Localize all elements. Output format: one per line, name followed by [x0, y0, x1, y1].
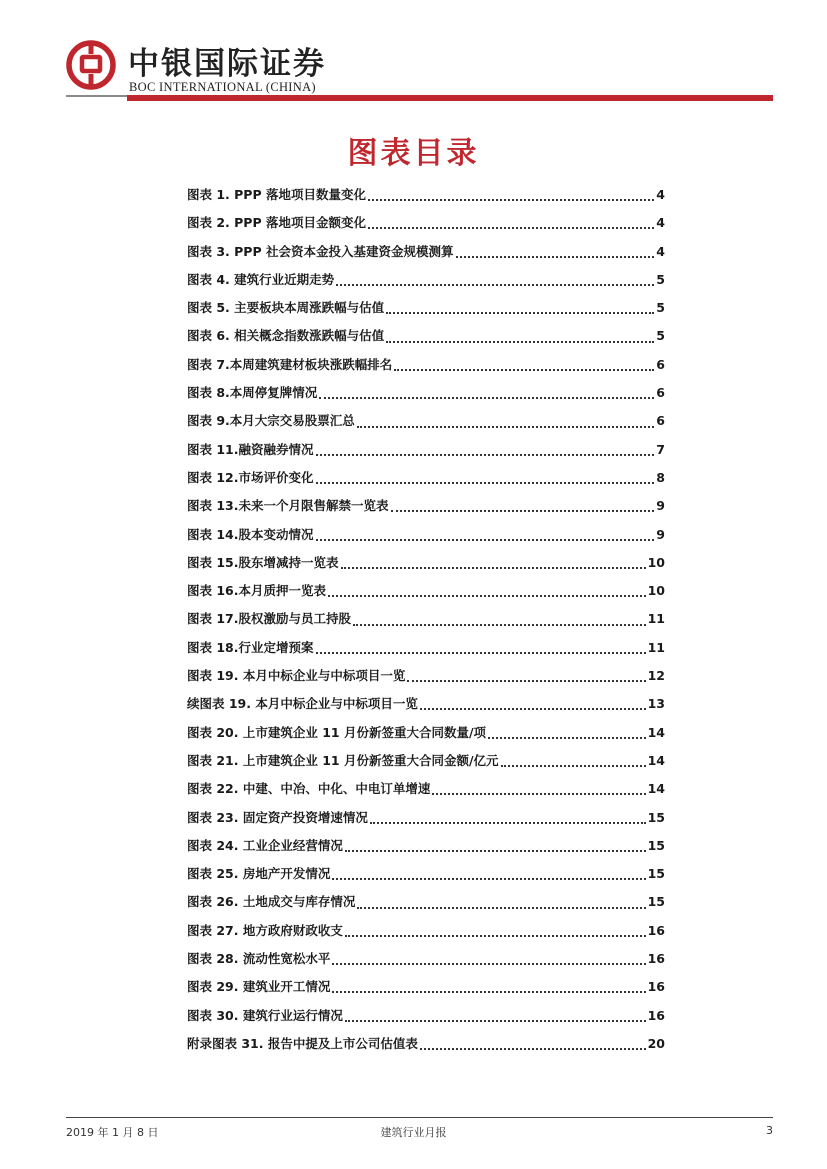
- toc-entry-label: 图表 6. 相关概念指数涨跌幅与估值: [187, 328, 385, 344]
- toc-entry-label: 图表 16.本月质押一览表: [187, 583, 326, 599]
- toc-entry-page: 15: [647, 809, 665, 825]
- toc-leader-dots: [368, 217, 654, 229]
- toc-leader-dots: [386, 331, 654, 343]
- toc-entry-label: 图表 26. 土地成交与库存情况: [187, 894, 356, 910]
- toc-leader-dots: [316, 642, 646, 654]
- toc-entry-label: 图表 5. 主要板块本周涨跌幅与估值: [187, 300, 385, 316]
- toc-entry-label: 图表 15.股东增减持一览表: [187, 554, 339, 570]
- toc-entry[interactable]: [187, 379, 665, 407]
- footer-rule: [66, 1117, 773, 1118]
- footer-date: 2019 年 1 月 8 日: [66, 1126, 159, 1139]
- footer-report-name: 建筑行业月报: [380, 1126, 447, 1139]
- toc-leader-dots: [368, 189, 654, 201]
- table-of-contents: [187, 181, 665, 1058]
- toc-leader-dots: [345, 925, 646, 937]
- toc-entry-page: 14: [647, 752, 665, 768]
- toc-leader-dots: [488, 727, 646, 739]
- toc-entry-page: 15: [647, 894, 665, 910]
- toc-leader-dots: [332, 953, 645, 965]
- toc-entry-label: 图表 25. 房地产开发情况: [187, 866, 331, 882]
- toc-entry[interactable]: [187, 804, 665, 832]
- toc-entry[interactable]: [187, 775, 665, 803]
- brand-name-cn: 中银国际证券: [128, 46, 326, 82]
- toc-entry-label: 图表 9.本月大宗交易股票汇总: [187, 413, 355, 429]
- toc-entry[interactable]: [187, 719, 665, 747]
- toc-leader-dots: [386, 302, 654, 314]
- toc-leader-dots: [332, 981, 645, 993]
- toc-entry-page: 7: [656, 441, 665, 457]
- toc-entry-page: 10: [647, 554, 665, 570]
- toc-leader-dots: [420, 698, 646, 710]
- toc-entry-page: 20: [647, 1035, 665, 1051]
- toc-entry-page: 6: [656, 385, 665, 401]
- toc-entry[interactable]: [187, 407, 665, 435]
- toc-entry-label: 图表 17.股权激励与员工持股: [187, 611, 351, 627]
- toc-leader-dots: [357, 416, 654, 428]
- toc-leader-dots: [341, 557, 646, 569]
- toc-entry[interactable]: [187, 238, 665, 266]
- toc-entry[interactable]: [187, 294, 665, 322]
- toc-entry-page: 16: [647, 951, 665, 967]
- toc-entry[interactable]: [187, 181, 665, 209]
- toc-entry-label: 图表 21. 上市建筑企业 11 月份新签重大合同金额/亿元: [187, 752, 499, 768]
- toc-entry-page: 5: [656, 328, 665, 344]
- toc-entry-page: 9: [656, 526, 665, 542]
- toc-entry-label: 图表 4. 建筑行业近期走势: [187, 271, 335, 287]
- page-header: [0, 0, 827, 104]
- toc-entry-page: 16: [647, 979, 665, 995]
- toc-leader-dots: [501, 755, 646, 767]
- toc-entry-page: 11: [647, 639, 665, 655]
- toc-entry[interactable]: [187, 917, 665, 945]
- toc-entry-page: 14: [647, 724, 665, 740]
- toc-leader-dots: [328, 585, 646, 597]
- toc-entry-label: 图表 29. 建筑业开工情况: [187, 979, 331, 995]
- toc-entry[interactable]: [187, 492, 665, 520]
- toc-entry[interactable]: [187, 577, 665, 605]
- toc-entry-label: 图表 23. 固定资产投资增速情况: [187, 809, 368, 825]
- toc-entry[interactable]: [187, 209, 665, 237]
- toc-entry[interactable]: [187, 322, 665, 350]
- toc-entry-label: 图表 30. 建筑行业运行情况: [187, 1007, 343, 1023]
- toc-entry-page: 6: [656, 413, 665, 429]
- toc-leader-dots: [316, 472, 655, 484]
- toc-entry-page: 15: [647, 866, 665, 882]
- toc-entry[interactable]: [187, 1002, 665, 1030]
- toc-entry-label: 附录图表 31. 报告中提及上市公司估值表: [187, 1035, 418, 1051]
- toc-leader-dots: [420, 1038, 646, 1050]
- toc-entry-page: 16: [647, 922, 665, 938]
- toc-entry-label: 图表 19. 本月中标企业与中标项目一览: [187, 668, 406, 684]
- toc-entry-label: 图表 1. PPP 落地项目数量变化: [187, 187, 366, 202]
- header-rule-red: [127, 95, 773, 101]
- toc-entry-page: 4: [656, 215, 665, 231]
- toc-entry-label: 图表 22. 中建、中冶、中化、中电订单增速: [187, 781, 431, 797]
- toc-entry-label: 图表 28. 流动性宽松水平: [187, 951, 331, 967]
- toc-entry-label: 图表 18.行业定增预案: [187, 639, 314, 655]
- toc-entry[interactable]: [187, 832, 665, 860]
- toc-entry-page: 14: [647, 781, 665, 797]
- toc-entry-label: 图表 3. PPP 社会资本金投入基建资金规模测算: [187, 243, 454, 259]
- toc-entry-page: 9: [656, 498, 665, 514]
- toc-leader-dots: [394, 359, 654, 371]
- toc-entry[interactable]: [187, 266, 665, 294]
- toc-entry-label: 图表 7.本周建筑建材板块涨跌幅排名: [187, 356, 393, 372]
- toc-entry-page: 4: [656, 243, 665, 259]
- toc-entry-page: 5: [656, 300, 665, 316]
- toc-entry-page: 11: [647, 611, 665, 627]
- toc-entry[interactable]: [187, 690, 665, 718]
- toc-entry-label: 图表 27. 地方政府财政收支: [187, 922, 343, 938]
- toc-entry[interactable]: [187, 464, 665, 492]
- toc-leader-dots: [407, 670, 645, 682]
- footer-page-number: 3: [766, 1124, 773, 1137]
- toc-entry-page: 8: [656, 469, 665, 485]
- toc-entry-label: 图表 13.未来一个月限售解禁一览表: [187, 498, 389, 514]
- brand-name-en: BOC INTERNATIONAL (CHINA): [129, 80, 316, 94]
- toc-entry-label: 续图表 19. 本月中标企业与中标项目一览: [187, 696, 418, 712]
- toc-entry-label: 图表 11.融资融券情况: [187, 441, 314, 457]
- toc-leader-dots: [345, 840, 646, 852]
- toc-entry[interactable]: [187, 945, 665, 973]
- toc-entry-page: 10: [647, 583, 665, 599]
- toc-entry-page: 12: [647, 668, 665, 684]
- toc-leader-dots: [353, 614, 646, 626]
- toc-leader-dots: [370, 812, 646, 824]
- toc-entry-label: 图表 20. 上市建筑企业 11 月份新签重大合同数量/项: [187, 724, 487, 740]
- toc-leader-dots: [332, 868, 645, 880]
- toc-leader-dots: [319, 387, 654, 399]
- toc-entry[interactable]: [187, 888, 665, 916]
- toc-entry[interactable]: [187, 351, 665, 379]
- toc-entry[interactable]: [187, 973, 665, 1001]
- toc-entry[interactable]: [187, 634, 665, 662]
- toc-entry-page: 16: [647, 1007, 665, 1023]
- toc-entry[interactable]: [187, 747, 665, 775]
- toc-entry-page: 5: [656, 271, 665, 287]
- toc-entry-label: 图表 2. PPP 落地项目金额变化: [187, 215, 366, 231]
- toc-entry-label: 图表 24. 工业企业经营情况: [187, 837, 343, 853]
- toc-leader-dots: [432, 783, 645, 795]
- toc-leader-dots: [357, 897, 645, 909]
- toc-leader-dots: [336, 274, 654, 286]
- toc-entry-page: 4: [656, 187, 665, 202]
- toc-entry-label: 图表 12.市场评价变化: [187, 469, 314, 485]
- toc-leader-dots: [316, 529, 655, 541]
- toc-entry-label: 图表 8.本周停复牌情况: [187, 385, 318, 401]
- toc-entry-page: 6: [656, 356, 665, 372]
- toc-entry[interactable]: [187, 860, 665, 888]
- toc-entry-page: 13: [647, 696, 665, 712]
- toc-leader-dots: [316, 444, 655, 456]
- toc-entry[interactable]: [187, 436, 665, 464]
- toc-entry[interactable]: [187, 549, 665, 577]
- toc-leader-dots: [391, 500, 655, 512]
- toc-entry[interactable]: [187, 662, 665, 690]
- toc-leader-dots: [456, 246, 655, 258]
- toc-leader-dots: [345, 1010, 646, 1022]
- toc-entry[interactable]: [187, 1030, 665, 1058]
- toc-entry-page: 15: [647, 837, 665, 853]
- toc-entry[interactable]: [187, 605, 665, 633]
- page-title: 图表目录: [347, 136, 480, 171]
- toc-entry-label: 图表 14.股本变动情况: [187, 526, 314, 542]
- boc-logo-icon: [66, 40, 116, 90]
- toc-entry[interactable]: [187, 521, 665, 549]
